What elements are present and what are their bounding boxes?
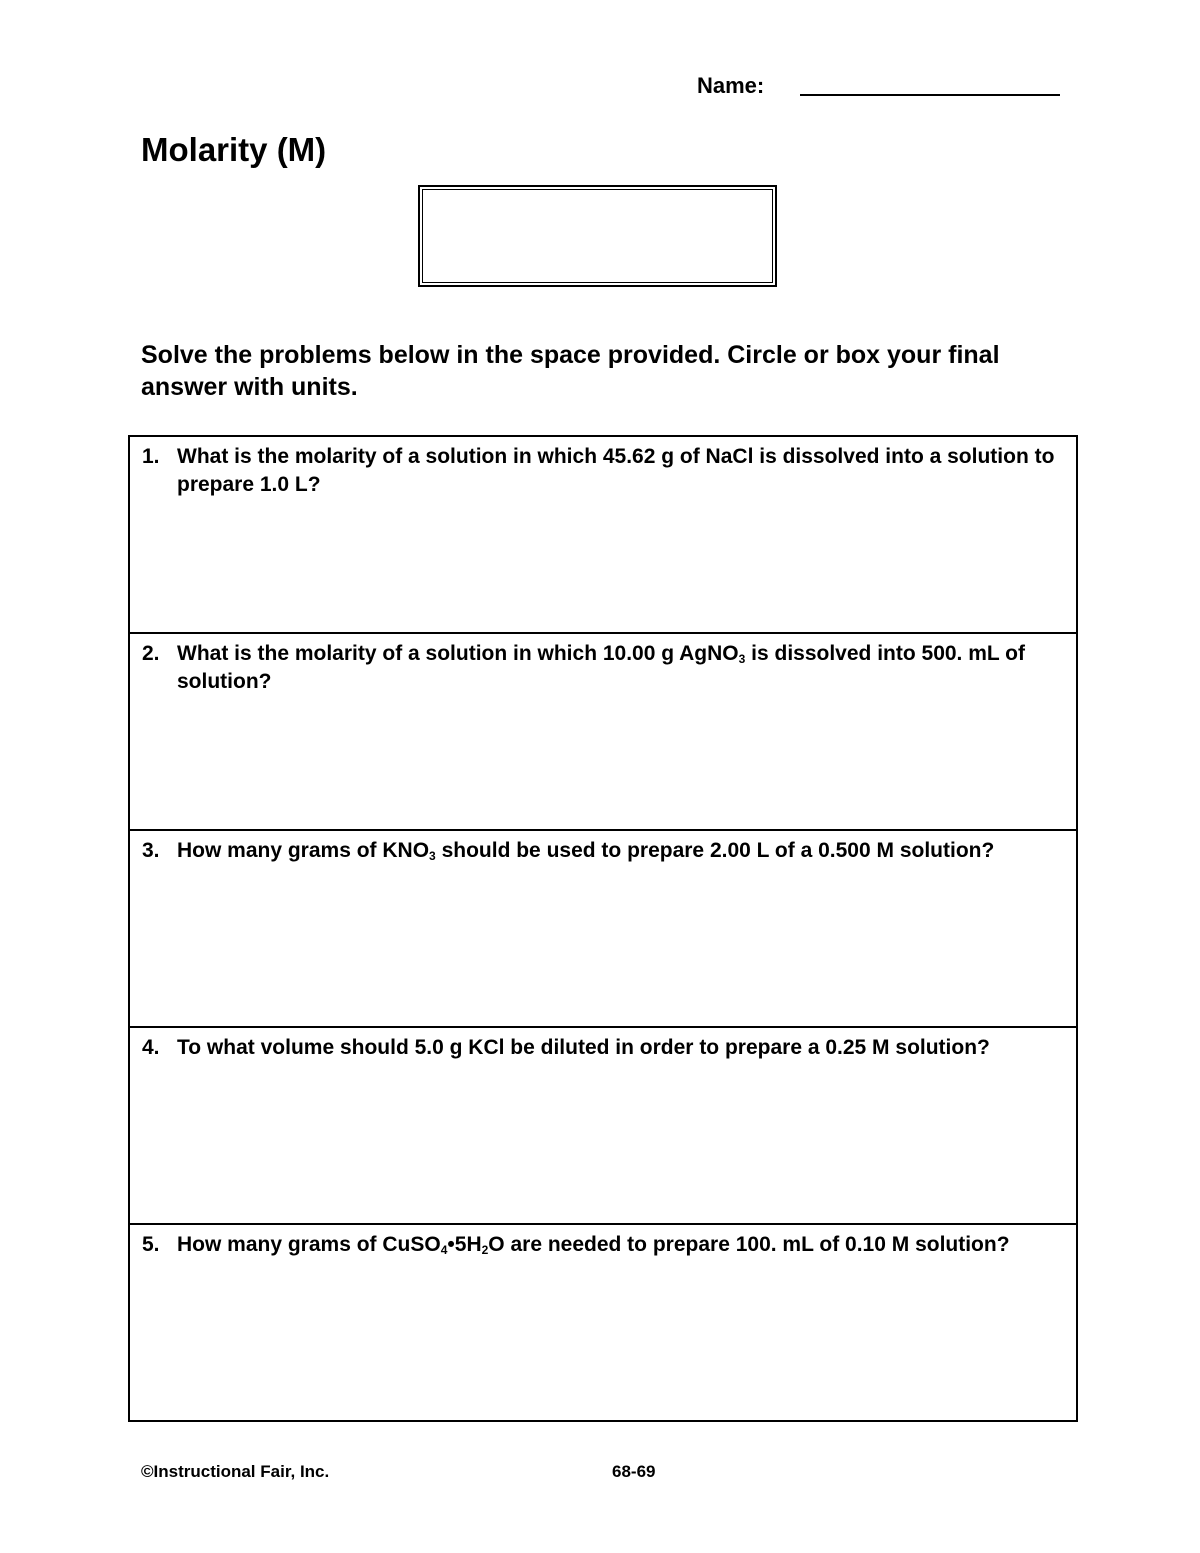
problem-question <box>177 1034 1057 1062</box>
problem-number: 2. <box>142 642 160 665</box>
problem-row[interactable] <box>130 634 1076 831</box>
score-box[interactable] <box>418 185 777 287</box>
problem-question <box>177 640 1057 696</box>
problem-number: 3. <box>142 839 160 862</box>
subscript: 3 <box>738 652 746 666</box>
problem-number: 4. <box>142 1036 160 1059</box>
subscript: 4 <box>440 1243 448 1257</box>
problem-number: 5. <box>142 1233 160 1256</box>
footer-page-number: 68-69 <box>612 1462 656 1481</box>
problem-row[interactable] <box>130 831 1076 1028</box>
problem-text-segment: •5H <box>447 1233 482 1256</box>
name-blank-line[interactable] <box>800 94 1060 96</box>
problem-text-segment: How many grams of CuSO <box>177 1233 441 1256</box>
problem-text-segment: O are needed to prepare 100. mL of 0.10 M solution? <box>488 1233 1010 1256</box>
problem-text-segment: should be used to prepare 2.00 L of a 0.500 M solution? <box>435 839 995 862</box>
problem-row[interactable] <box>130 437 1076 634</box>
subscript: 3 <box>429 849 436 863</box>
problems-table <box>128 435 1078 1422</box>
problem-text-segment: How many grams of KNO <box>177 839 430 862</box>
footer-copyright: ©Instructional Fair, Inc. <box>141 1462 330 1481</box>
problem-text-segment: is dissolved into 500. mL of solution? <box>177 642 1025 693</box>
problem-question <box>177 837 1057 865</box>
problem-question <box>177 1231 1057 1259</box>
score-box-inner-border <box>422 189 773 283</box>
problem-text-segment: What is the molarity of a solution in which 45.62 g of NaCl is dissolved into a solution to prepare 1.0 L? <box>177 445 1055 496</box>
problem-text-segment: To what volume should 5.0 g KCl be diluted in order to prepare a 0.25 M solution? <box>177 1036 990 1059</box>
problem-question <box>177 443 1057 499</box>
subscript: 2 <box>481 1243 489 1257</box>
instructions: Solve the problems below in the space provided. Circle or box your final answer with units. <box>141 341 1000 401</box>
problem-row[interactable] <box>130 1225 1076 1420</box>
problem-text-segment: What is the molarity of a solution in which 10.00 g AgNO <box>177 642 739 665</box>
name-label: Name: <box>697 73 765 98</box>
page-title: Molarity (M) <box>141 131 327 168</box>
problem-number: 1. <box>142 445 160 468</box>
problem-row[interactable] <box>130 1028 1076 1225</box>
